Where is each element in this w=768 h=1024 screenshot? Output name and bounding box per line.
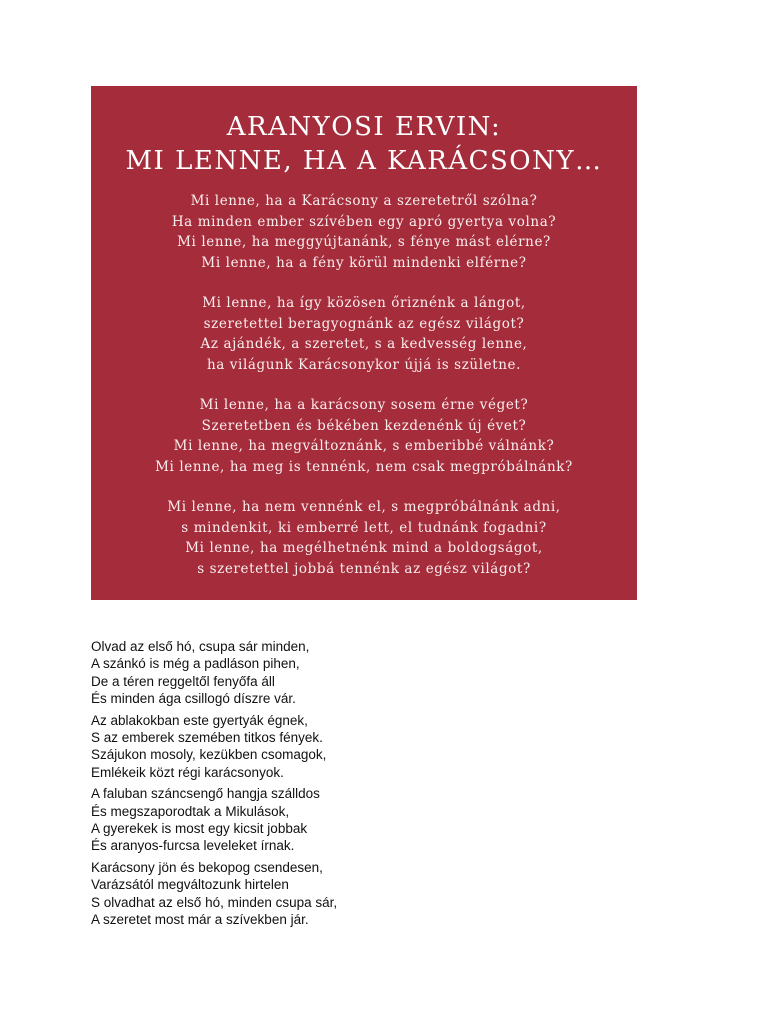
poster-line: Az ajándék, a szeretet, s a kedvesség lenne, (200, 336, 528, 352)
poem-line: De a téren reggeltől fenyőfa áll (91, 673, 275, 689)
poem-line: S olvadhat az első hó, minden csupa sár, (91, 894, 338, 910)
poster-line: s mindenkit, ki emberré lett, el tudnánk fogadni? (181, 519, 547, 536)
poster-line: Mi lenne, ha meggyújtanánk, s fénye mást elérne? (177, 234, 551, 250)
poem-line: S az emberek szemében titkos fények. (91, 730, 323, 746)
poem-line: Az ablakokban este gyertyák égnek, (91, 712, 308, 728)
poem-line: A gyerekek is most egy kicsit jobbak (91, 821, 308, 837)
poster-stanza (91, 395, 637, 477)
poem-line: És minden ága csillogó díszre vár. (91, 691, 296, 707)
poem-line: Olvad az első hó, csupa sár minden, (91, 639, 310, 654)
poem-line: És aranyos-furcsa leveleket írnak. (91, 838, 295, 854)
poster-line: Mi lenne, ha a fény körül mindenki elférne? (201, 254, 527, 271)
poster-line: Ha minden ember szívében egy apró gyertya volna? (171, 213, 557, 230)
poem-line: És megszaporodtak a Mikulások, (91, 803, 290, 819)
poster-stanza (91, 293, 637, 375)
poem-line: A szeretet most már a szívekben jár. (91, 912, 309, 928)
poster-line: Mi lenne, ha nem vennénk el, s megpróbálnánk adni, (167, 499, 561, 515)
poster-line: ha világunk Karácsonykor újjá is születne. (206, 356, 522, 373)
poster-title (91, 86, 637, 178)
poem-stanza (91, 638, 651, 708)
poster-line: Mi lenne, ha a karácsony sosem érne véget? (199, 397, 529, 413)
poem-line: A faluban száncsengő hangja szálldos (91, 786, 320, 802)
poster-line: szeretettel beragyognánk az egész világot? (203, 315, 525, 332)
poster-title-author: ARANYOSI ERVIN: (226, 112, 502, 142)
poem-poster (91, 86, 637, 600)
poster-line: Mi lenne, ha meg is tennénk, nem csak megpróbálnánk? (155, 458, 573, 475)
poem-line: Emlékeik közt régi karácsonyok. (91, 764, 284, 780)
poem-stanza (91, 859, 651, 929)
poster-line: Szeretetben és békében kezdenénk új évet? (201, 417, 527, 434)
poster-line: s szeretettel jobbá tennénk az egész világot? (197, 560, 531, 577)
poem-stanza (91, 712, 651, 782)
poster-stanza (91, 191, 637, 273)
poem-line: Karácsony jön és bekopog csendesen, (91, 859, 323, 875)
poster-stanzas (91, 191, 637, 579)
poster-line: Mi lenne, ha a Karácsony a szeretetről szólna? (190, 193, 538, 209)
body-poem (91, 638, 651, 933)
poem-line: Varázsától megváltozunk hirtelen (91, 877, 289, 893)
poster-line: Mi lenne, ha megélhetnénk mind a boldogságot, (185, 540, 543, 556)
poem-line: A szánkó is még a padláson pihen, (91, 656, 300, 672)
poster-line: Mi lenne, ha így közösen őriznénk a lángot, (202, 295, 526, 311)
poster-stanza (91, 497, 637, 579)
poster-title-main: MI LENNE, HA A KARÁCSONY… (125, 146, 603, 176)
poem-line: Szájukon mosoly, kezükben csomagok, (91, 747, 327, 763)
poster-line: Mi lenne, ha megváltoznánk, s emberibbé válnánk? (173, 438, 555, 454)
poem-stanza (91, 785, 651, 855)
